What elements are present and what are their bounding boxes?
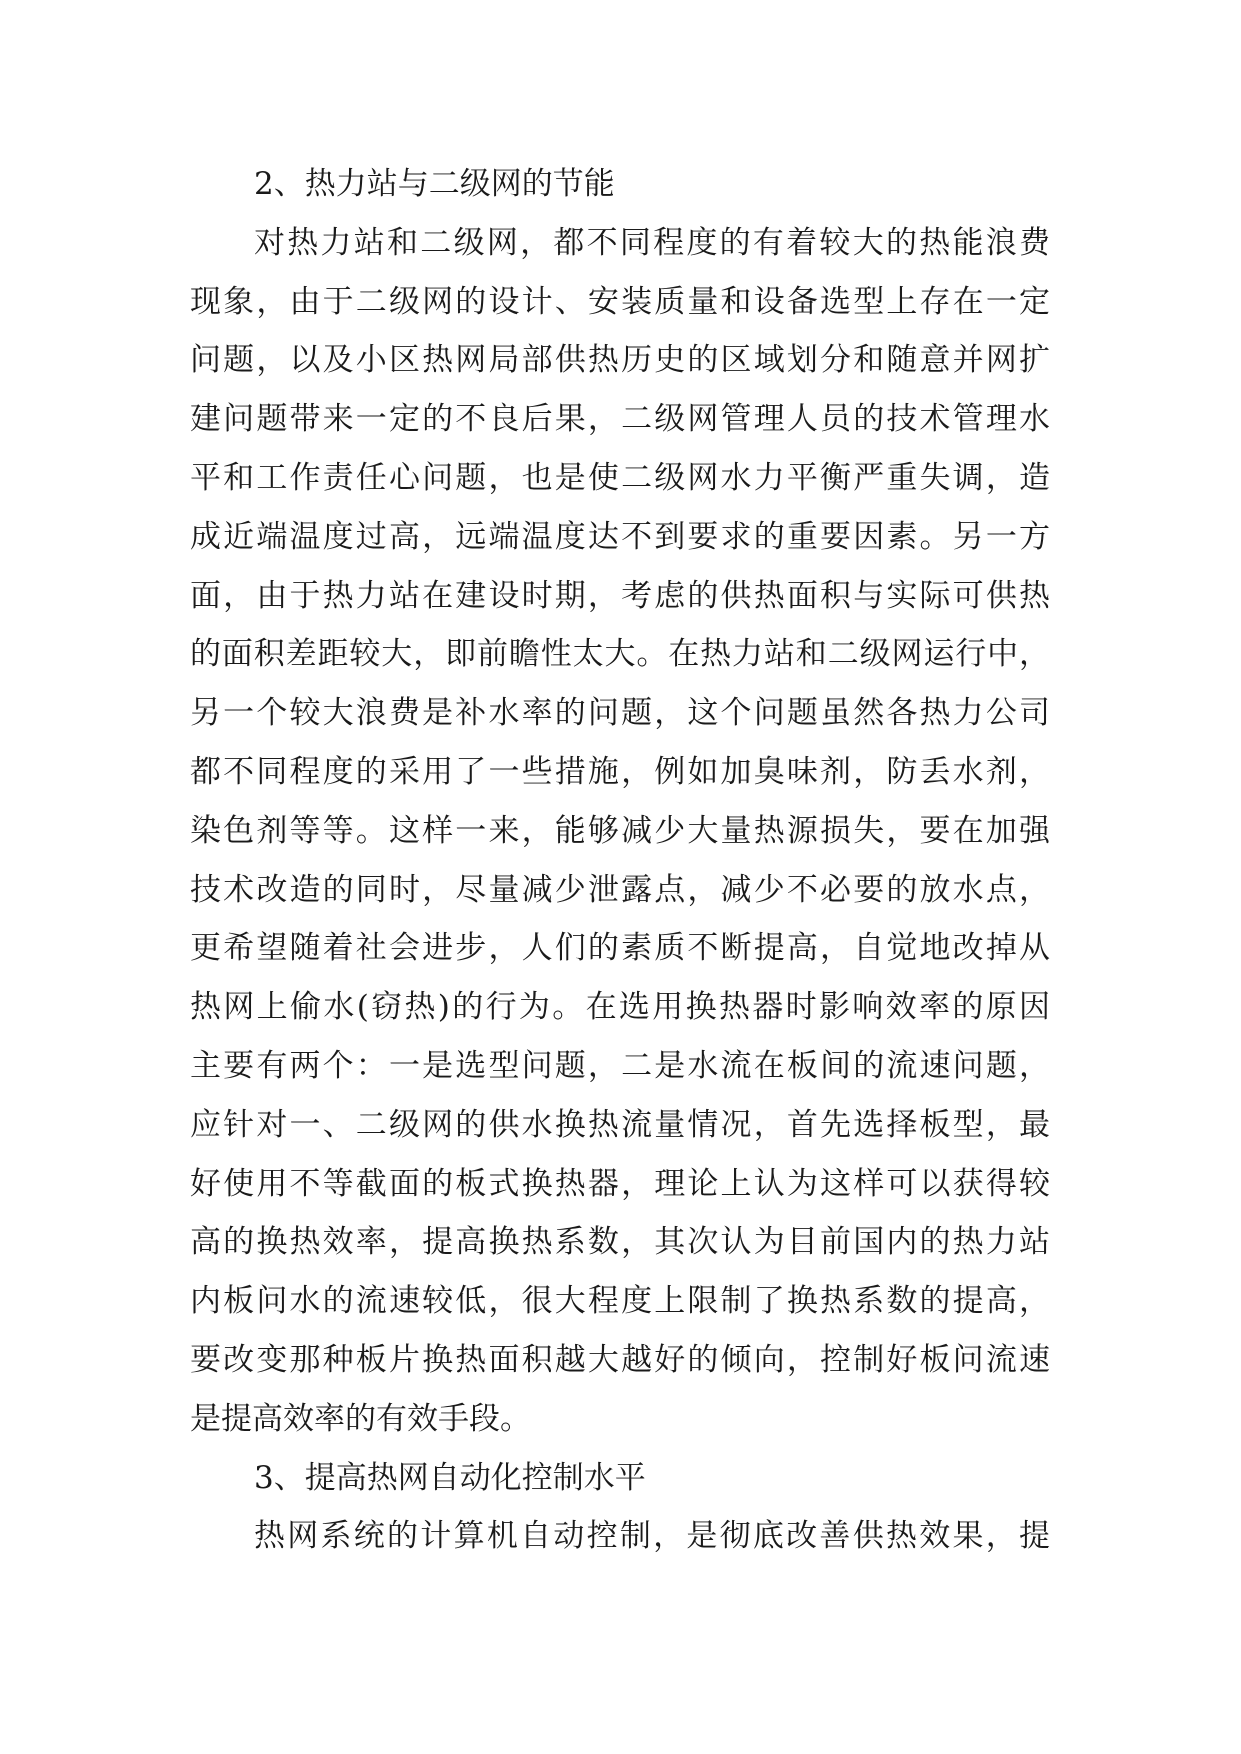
paragraph-line: 的面积差距较大，即前瞻性太大。在热力站和二级网运行中， xyxy=(190,636,1050,673)
paragraph-line: 染色剂等等。这样一来，能够减少大量热源损失，要在加强 xyxy=(190,812,1050,849)
paragraph-line: 要改变那种板片换热面积越大越好的倾向，控制好板问流速 xyxy=(190,1341,1050,1378)
paragraph-line: 成近端温度过高，远端温度达不到要求的重要因素。另一方 xyxy=(190,518,1050,555)
paragraph-line: 热网系统的计算机自动控制，是彻底改善供热效果，提 xyxy=(254,1518,1050,1555)
paragraph-line: 问题，以及小区热网局部供热历史的区域划分和随意并网扩 xyxy=(190,342,1050,379)
paragraph-line: 更希望随着社会进步，人们的素质不断提高，自觉地改掉从 xyxy=(190,930,1050,967)
paragraph-line: 主要有两个：一是选型问题，二是水流在板间的流速问题， xyxy=(190,1047,1050,1084)
paragraph-line: 面，由于热力站在建设时期，考虑的供热面积与实际可供热 xyxy=(190,577,1050,614)
document-body xyxy=(190,155,1050,1566)
paragraph-line: 平和工作责任心问题，也是使二级网水力平衡严重失调，造 xyxy=(190,459,1050,496)
paragraph-line: 对热力站和二级网，都不同程度的有着较大的热能浪费 xyxy=(254,224,1050,261)
section-heading-2: 2、热力站与二级网的节能 xyxy=(254,166,615,202)
paragraph-line: 现象，由于二级网的设计、安装质量和设备选型上存在一定 xyxy=(190,283,1050,320)
paragraph-line: 内板问水的流速较低，很大程度上限制了换热系数的提高， xyxy=(190,1283,1050,1320)
paragraph-line: 高的换热效率，提高换热系数，其次认为目前国内的热力站 xyxy=(190,1224,1050,1261)
paragraph-line-last: 是提高效率的有效手段。 xyxy=(190,1400,531,1437)
paragraph-line: 应针对一、二级网的供水换热流量情况，首先选择板型，最 xyxy=(190,1106,1050,1143)
paragraph-line: 都不同程度的采用了一些措施，例如加臭味剂，防丢水剂， xyxy=(190,753,1050,790)
paragraph-line: 另一个较大浪费是补水率的问题，这个问题虽然各热力公司 xyxy=(190,695,1050,732)
paragraph-line: 好使用不等截面的板式换热器，理论上认为这样可以获得较 xyxy=(190,1165,1050,1202)
paragraph-line: 建问题带来一定的不良后果，二级网管理人员的技术管理水 xyxy=(190,401,1050,438)
paragraph-line: 热网上偷水(窃热)的行为。在选用换热器时影响效率的原因 xyxy=(190,989,1050,1026)
section-heading-3: 3、提高热网自动化控制水平 xyxy=(254,1459,646,1496)
paragraph-line: 技术改造的同时，尽量减少泄露点，减少不必要的放水点， xyxy=(190,871,1050,908)
